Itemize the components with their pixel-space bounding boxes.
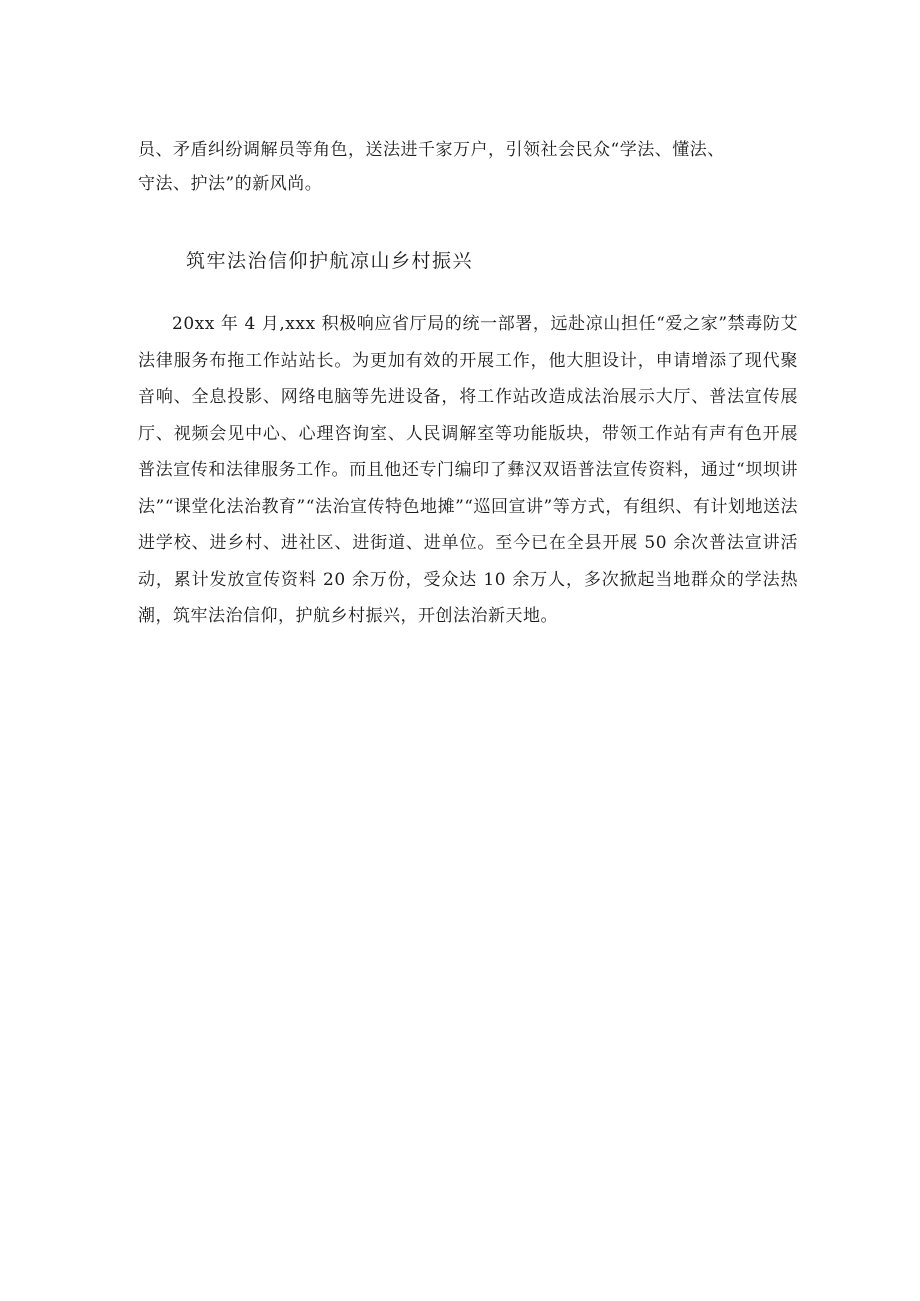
paragraph-line: 员、矛盾纠纷调解员等角色，送法进千家万户，引领社会民众“学法、懂法、: [138, 140, 725, 160]
body-paragraph: 20xx 年 4 月,xxx 积极响应省厅局的统一部署，远赴凉山担任“爱之家”禁毒防艾法律服务布拖工作站站长。为更加有效的开展工作，他大胆设计，申请增添了现代聚音响、全息投影、网络电脑等先进设备，将工作站改造成法治展示大厅、普法宣传展厅、视频会见中心、心理咨询室、人民调解室等功能版块，带领工作站有声有色开展普法宣传和法律服务工作。而且他还专门编印了彝汉双语普法宣传资料，通过“坝坝讲法”“课堂化法治教育”“法治宣传特色地摊”“巡回宣讲”等方式，有组织、有计划地送法进学校、进乡村、进社区、进街道、进单位。至今已在全县开展 50 余次普法宣讲活动，累计发放宣传资料 20 余万份，受众达 10 余万人，多次掀起当地群众的学法热潮，筑牢法治信仰，护航乡村振兴，开创法治新天地。: [138, 314, 798, 626]
paragraph-line: 守法、护法”的新风尚。: [138, 174, 323, 194]
continued-paragraph: [138, 133, 798, 201]
section-heading: 筑牢法治信仰护航凉山乡村振兴: [186, 250, 474, 272]
